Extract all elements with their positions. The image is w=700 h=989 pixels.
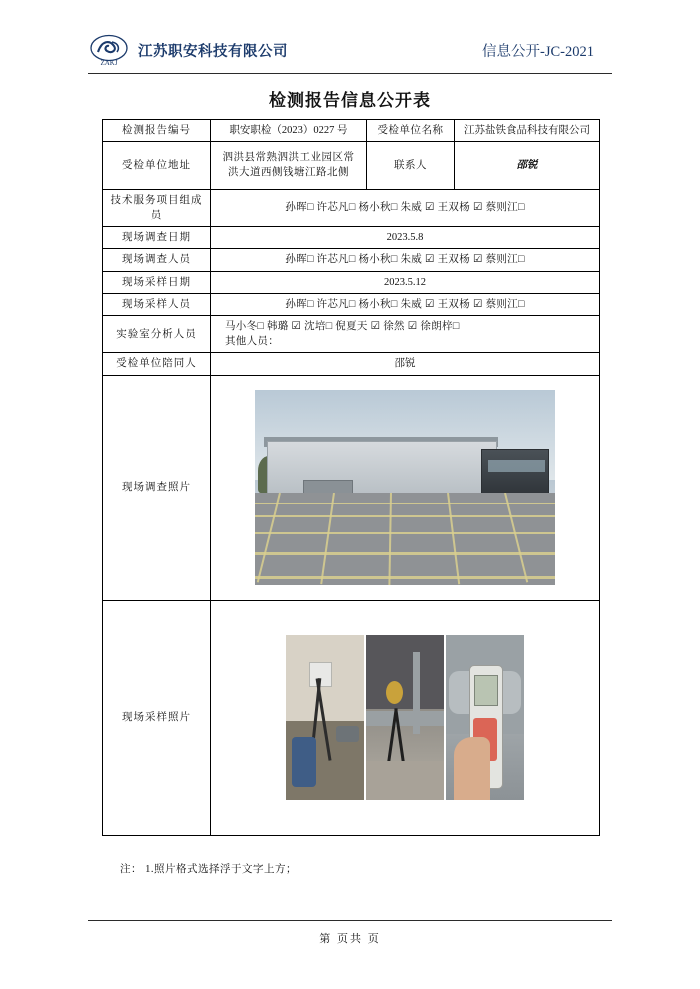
company-name: 江苏职安科技有限公司 [138,44,288,60]
page-footer: 第 页共 页 [88,920,612,946]
table-row [103,293,600,315]
sampling-photo-label: 现场采样照片 [103,600,211,835]
page-title: 检测报告信息公开表 [269,91,431,110]
sampling-photo-1 [286,635,364,800]
footnote: 注： 1.照片格式选择浮于文字上方； [120,864,297,875]
survey-date-label: 现场调查日期 [103,227,211,249]
table-row [103,353,600,375]
report-no-label: 检测报告编号 [103,120,211,142]
page-header [88,28,612,74]
team-value: 孙晖□ 许芯凡□ 杨小秋□ 朱威 ☑ 王双杨 ☑ 蔡则江□ [211,189,600,226]
table-row [103,271,600,293]
sampling-staff-label: 现场采样人员 [103,293,211,315]
table-row [103,142,600,189]
table-row-sampling-photo [103,600,600,835]
team-label: 技术服务项目组成员 [103,189,211,226]
survey-photo-image [255,390,555,585]
client-addr-label: 受检单位地址 [103,142,211,189]
client-name-label: 受检单位名称 [367,120,455,142]
table-row [103,315,600,352]
sampling-photo-images [286,635,524,800]
survey-photo-label: 现场调查照片 [103,375,211,600]
client-name-value: 江苏盐铁食品科技有限公司 [455,120,600,142]
lab-staff-label: 实验室分析人员 [103,315,211,352]
accompany-label: 受检单位陪同人 [103,353,211,375]
client-addr-value: 泗洪县常熟泗洪工业园区常洪大道西侧钱塘江路北侧 [211,142,367,189]
table-row-survey-photo [103,375,600,600]
company-logo-icon [88,34,130,68]
svg-text:ZAKJ: ZAKJ [100,58,118,67]
survey-staff-label: 现场调查人员 [103,249,211,271]
lab-staff-value [211,315,600,352]
survey-date-value: 2023.5.8 [211,227,600,249]
info-table [102,119,600,836]
table-row [103,120,600,142]
table-row [103,227,600,249]
sampling-date-value: 2023.5.12 [211,271,600,293]
report-no-value: 职安职检（2023）0227 号 [211,120,367,142]
lab-staff-line2: 其他人员： [225,336,279,348]
sampling-photo-3 [446,635,524,800]
lab-staff-line1: 马小冬□ 韩璐 ☑ 沈培□ 倪夏天 ☑ 徐然 ☑ 徐朗梓□ [225,320,460,332]
sampling-staff-value: 孙晖□ 许芯凡□ 杨小秋□ 朱威 ☑ 王双杨 ☑ 蔡则江□ [211,293,600,315]
sampling-photo-cell [211,600,600,835]
table-row [103,189,600,226]
sampling-photo-2 [366,635,444,800]
brand [88,34,288,68]
contact-label: 联系人 [367,142,455,189]
survey-staff-value: 孙晖□ 许芯凡□ 杨小秋□ 朱威 ☑ 王双杨 ☑ 蔡则江□ [211,249,600,271]
accompany-value: 邵锐 [211,353,600,375]
survey-photo-cell [211,375,600,600]
table-row [103,249,600,271]
contact-value: 邵锐 [455,142,600,189]
sampling-date-label: 现场采样日期 [103,271,211,293]
document-code: 信息公开-JC-2021 [482,44,594,60]
